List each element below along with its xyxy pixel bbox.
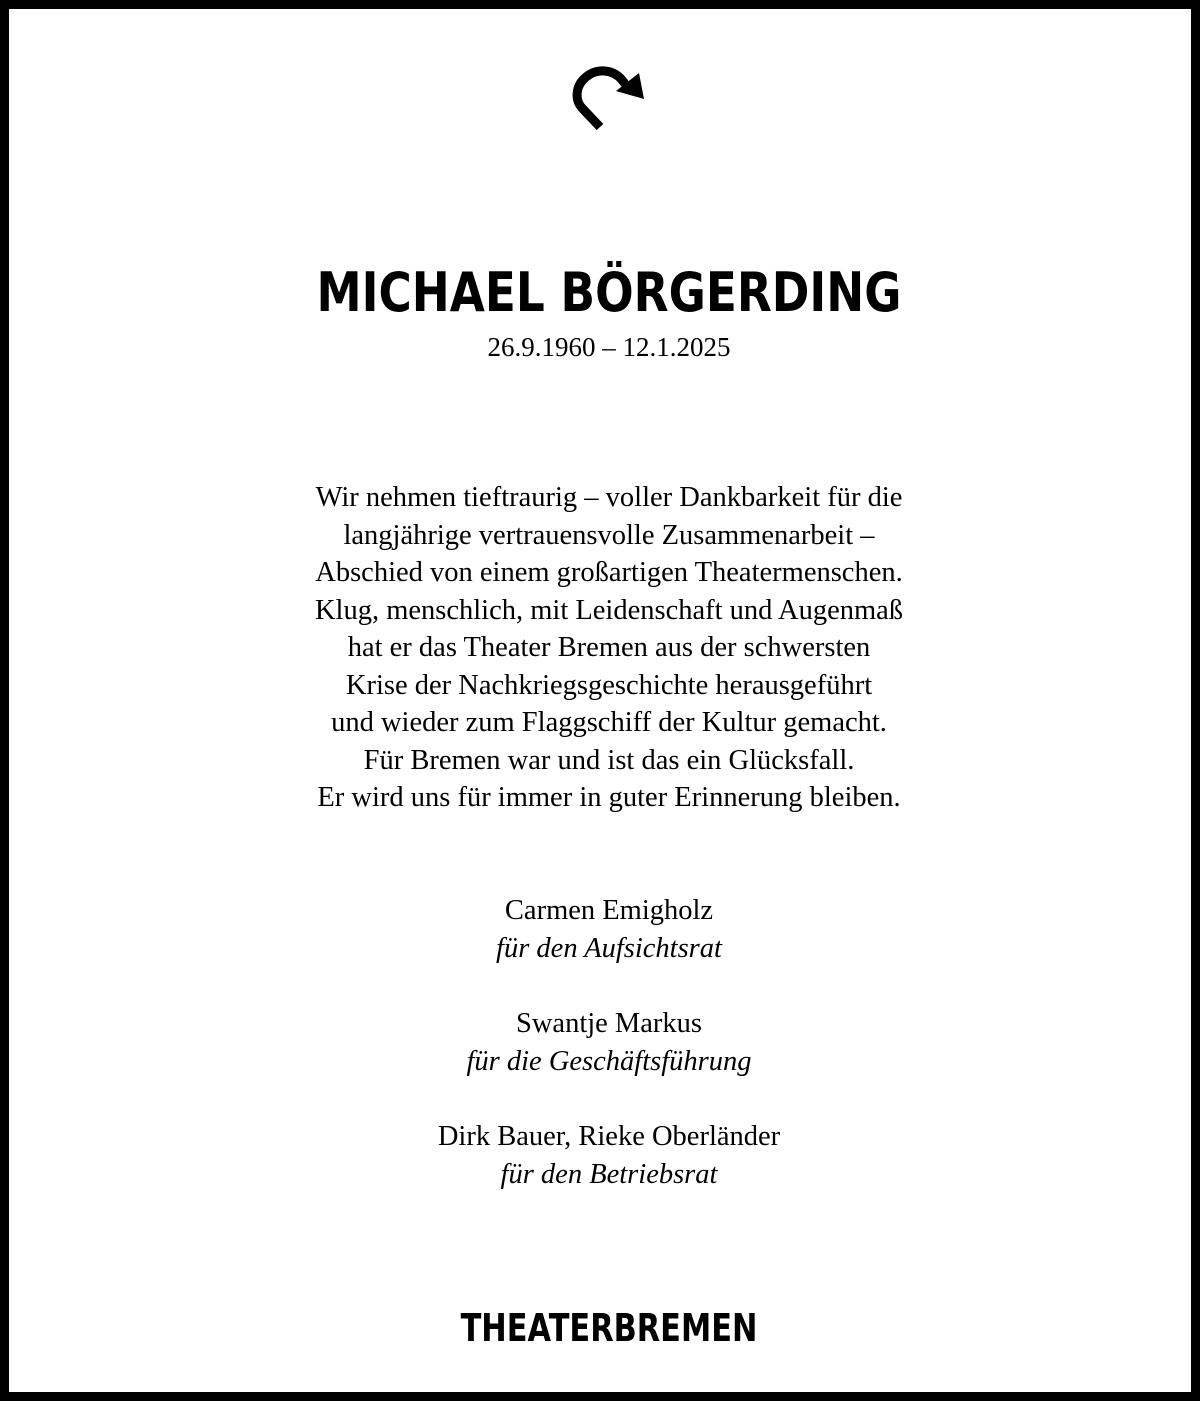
tribute-line: Krise der Nachkriegsgeschichte herausgeführt <box>345 669 873 701</box>
deceased-name: MICHAEL BÖRGERDING <box>316 261 902 324</box>
tribute-line: und wieder zum Flaggschiff der Kultur gemacht. <box>331 707 887 738</box>
signature-block-management <box>9 1005 1200 1081</box>
signature-block-supervisory-board <box>9 892 1200 968</box>
signer-names: Dirk Bauer, Rieke Oberländer <box>437 1121 781 1152</box>
signer-role: für den Aufsichtsrat <box>496 933 722 964</box>
tribute-line: Abschied von einem großartigen Theatermenschen. <box>315 557 903 588</box>
tribute-line: Für Bremen war und ist das ein Glücksfall. <box>363 744 855 776</box>
signer-role: für den Betriebsrat <box>500 1159 718 1190</box>
tribute-line: Wir nehmen tieftraurig – voller Dankbarkeit für die <box>315 482 903 513</box>
theater-bremen-arrow-icon <box>572 61 652 135</box>
signer-role: für die Geschäftsführung <box>466 1046 752 1077</box>
signer-names: Carmen Emigholz <box>504 895 714 926</box>
tribute-line: hat er das Theater Bremen aus der schwersten <box>347 632 871 663</box>
signature-block-works-council <box>9 1118 1200 1194</box>
tribute-text <box>9 479 1200 817</box>
signer-names: Swantje Markus <box>515 1008 702 1039</box>
tribute-line: Er wird uns für immer in guter Erinnerung bleiben. <box>317 782 901 813</box>
theater-bremen-wordmark: THEATERBREMEN <box>460 1306 758 1350</box>
tribute-line: Klug, menschlich, mit Leidenschaft und Augenmaß <box>314 594 904 626</box>
tribute-line: langjährige vertrauensvolle Zusammenarbeit – <box>343 519 875 551</box>
life-dates: 26.9.1960 – 12.1.2025 <box>487 332 731 362</box>
